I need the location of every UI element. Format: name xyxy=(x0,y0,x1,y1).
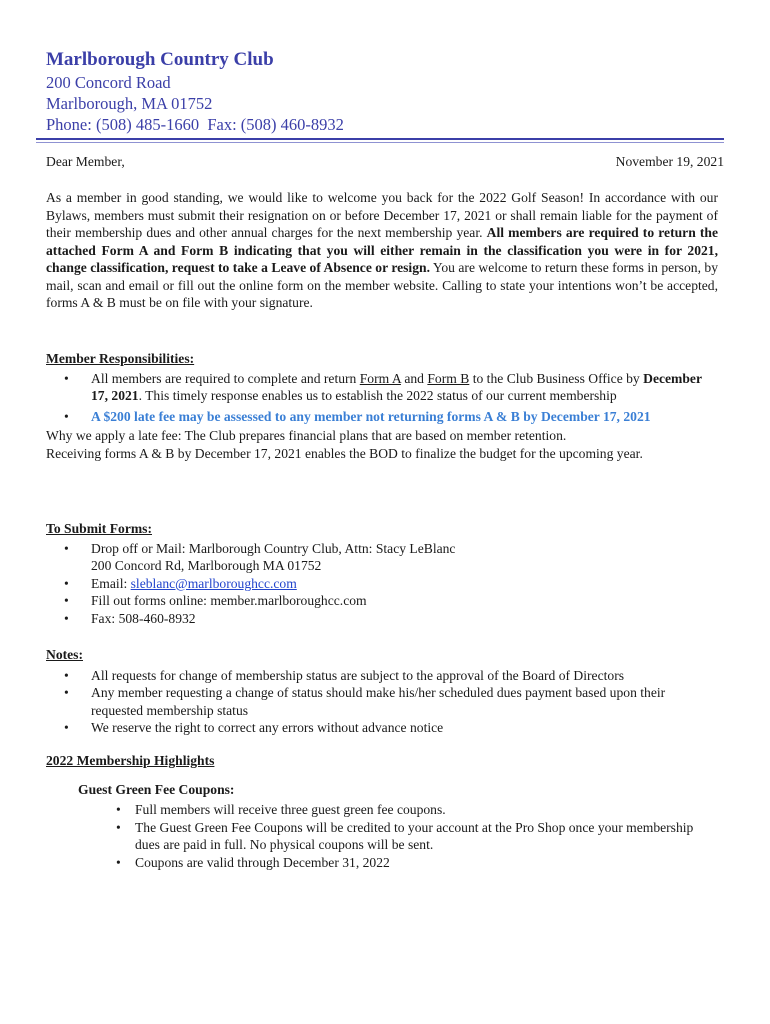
phone-fax: Phone: (508) 485-1660 Fax: (508) 460-8932 xyxy=(46,115,344,134)
responsibilities-list xyxy=(46,370,718,426)
late-fee-reason-1: Why we apply a late fee: The Club prepares financial plans that are based on member retention. xyxy=(46,428,567,443)
responsibilities-heading: Member Responsibilities: xyxy=(46,351,195,366)
list-item: • Coupons are valid through December 31, 2022 xyxy=(78,854,718,872)
list-item: • The Guest Green Fee Coupons will be credited to your account at the Pro Shop once your membership dues are paid in full. No physical coupons will be sent. xyxy=(78,819,718,854)
letterhead-divider xyxy=(36,138,724,143)
submit-heading: To Submit Forms: xyxy=(46,521,152,536)
late-fee-notice: • A $200 late fee may be assessed to any member not returning forms A & B by December 17, 2021 xyxy=(46,408,718,426)
form-a-ref: Form A xyxy=(359,370,401,386)
salutation: Dear Member, xyxy=(46,154,125,169)
intro-text-1: As a member in good standing, we would like to welcome you back for the 2022 Golf Season! In accordance with our Bylaws, members must submit their resignation on or before December 17, 2021 or shall remain liable for the payment of their membership dues and other annual charges for the next membership year. xyxy=(46,190,718,240)
submit-section xyxy=(46,520,718,627)
notes-section xyxy=(46,646,718,737)
address-line-1: 200 Concord Road xyxy=(46,73,171,92)
list-item: • All requests for change of membership status are subject to the approval of the Board of Directors xyxy=(46,667,694,685)
coupons-heading: Guest Green Fee Coupons: xyxy=(78,781,235,797)
deadline-date: December 17, 2021 xyxy=(91,370,702,403)
intro-bold-text: All members are required to return the attached Form A and Form B indicating that you will either remain in the classification you were in for 2021, change classification, request to take a Leave of Absence or resign. xyxy=(46,225,718,275)
list-item: • Email: sleblanc@marlboroughcc.com xyxy=(46,575,718,593)
notes-heading: Notes: xyxy=(46,647,83,662)
responsibilities-section xyxy=(46,350,718,462)
list-item: • Drop off or Mail: Marlborough Country Club, Attn: Stacy LeBlanc 200 Concord Rd, Marlborough MA 01752 xyxy=(46,540,718,575)
club-name: Marlborough Country Club xyxy=(46,49,274,70)
list-item: • Fax: 508-460-8932 xyxy=(46,610,718,628)
list-item: • Fill out forms online: member.marlboroughcc.com xyxy=(46,592,718,610)
highlights-section xyxy=(46,752,718,871)
list-item: • All members are required to complete and return Form A and Form B to the Club Business Office by December 17, 2021. This timely response enables us to establish the 2022 status of our current membership xyxy=(46,370,718,405)
intro-paragraph xyxy=(46,189,718,312)
list-item: • Full members will receive three guest green fee coupons. xyxy=(78,801,718,819)
form-b-ref: Form B xyxy=(427,370,470,386)
intro-text-2: You are welcome to return these forms in person, by mail, scan and email or fill out the online form on the member website. Calling to state your intentions won’t be accepted, forms A & B must be on file with your signature. xyxy=(46,260,718,310)
address-line-2: Marlborough, MA 01752 xyxy=(46,94,213,113)
list-item: • We reserve the right to correct any errors without advance notice xyxy=(46,719,694,737)
letterhead xyxy=(46,48,726,135)
list-item: • Any member requesting a change of status should make his/her scheduled dues payment based upon their requested membership status xyxy=(46,684,694,719)
coupons-list xyxy=(46,801,718,871)
notes-list xyxy=(46,667,718,737)
letter-date: November 19, 2021 xyxy=(615,154,724,169)
submit-list xyxy=(46,540,718,628)
email-link[interactable]: sleblanc@marlboroughcc.com xyxy=(130,575,297,591)
highlights-heading: 2022 Membership Highlights xyxy=(46,753,215,768)
late-fee-reason-2: Receiving forms A & B by December 17, 2021 enables the BOD to finalize the budget for the upcoming year. xyxy=(46,445,643,461)
